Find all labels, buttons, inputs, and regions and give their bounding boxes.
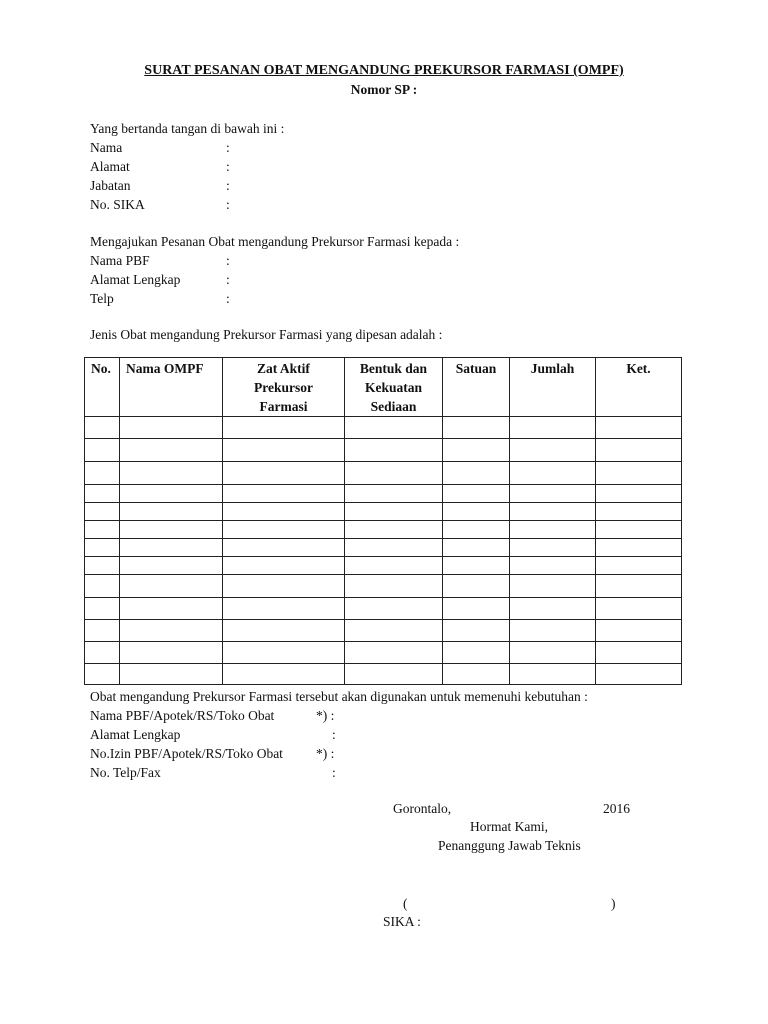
- order-table-row: [85, 539, 682, 557]
- order-table-cell: [345, 503, 443, 521]
- order-table-cell: [120, 539, 223, 557]
- order-table-cell: [223, 557, 345, 575]
- order-table-cell: [443, 503, 510, 521]
- order-table-cell: [345, 521, 443, 539]
- order-table-cell: [443, 462, 510, 485]
- order-table-cell: [596, 598, 682, 620]
- supplier-phone-label: Telp: [90, 291, 114, 306]
- order-table-cell: [443, 557, 510, 575]
- signatory-name-label: Nama: [90, 140, 123, 155]
- order-table-row: [85, 664, 682, 685]
- order-table-cell: [85, 462, 120, 485]
- col-header-nama-ompf: Nama OMPF: [120, 358, 223, 417]
- order-table-cell: [223, 462, 345, 485]
- order-table-cell: [596, 539, 682, 557]
- order-table-cell: [510, 620, 596, 642]
- order-table-cell: [223, 539, 345, 557]
- order-table-cell: [596, 557, 682, 575]
- order-table-cell: [120, 620, 223, 642]
- order-table-cell: [596, 620, 682, 642]
- order-table-row: [85, 462, 682, 485]
- supplier-name-label: Nama PBF: [90, 253, 150, 268]
- order-table-row: [85, 417, 682, 439]
- supplier-intro: Mengajukan Pesanan Obat mengandung Prekursor Farmasi kepada :: [90, 234, 460, 249]
- signatory-address-label: Alamat: [90, 159, 130, 174]
- order-table-row: [85, 598, 682, 620]
- order-table-cell: [443, 539, 510, 557]
- signature-role: Penanggung Jawab Teknis: [438, 838, 581, 853]
- usage-license-label: No.Izin PBF/Apotek/RS/Toko Obat: [90, 746, 283, 761]
- order-table-row: [85, 439, 682, 462]
- order-table-cell: [443, 485, 510, 503]
- signatory-name-colon: :: [226, 140, 230, 155]
- order-table-row: [85, 521, 682, 539]
- order-table-cell: [510, 439, 596, 462]
- order-table-cell: [510, 485, 596, 503]
- supplier-phone-colon: :: [226, 291, 230, 306]
- order-table-cell: [596, 575, 682, 598]
- order-table-cell: [596, 439, 682, 462]
- order-table-cell: [85, 598, 120, 620]
- order-table-row: [85, 575, 682, 598]
- order-table-cell: [443, 620, 510, 642]
- col-header-zat-aktif: Zat Aktif Prekursor Farmasi: [223, 358, 345, 417]
- order-table-cell: [223, 664, 345, 685]
- order-table-cell: [120, 439, 223, 462]
- order-table-cell: [510, 664, 596, 685]
- order-table-cell: [85, 417, 120, 439]
- order-table-cell: [596, 521, 682, 539]
- order-table-cell: [345, 620, 443, 642]
- order-table-cell: [596, 417, 682, 439]
- document-title: SURAT PESANAN OBAT MENGANDUNG PREKURSOR FARMASI (OMPF): [144, 63, 624, 78]
- order-table-cell: [223, 575, 345, 598]
- order-table-row: [85, 557, 682, 575]
- usage-license-mark: *) :: [316, 746, 335, 761]
- order-table-cell: [345, 664, 443, 685]
- order-table-cell: [345, 642, 443, 664]
- order-table-cell: [596, 642, 682, 664]
- order-table-cell: [85, 575, 120, 598]
- order-table-cell: [510, 598, 596, 620]
- order-table: [84, 357, 682, 685]
- order-table-cell: [345, 439, 443, 462]
- order-table-cell: [510, 521, 596, 539]
- usage-facility-name-label: Nama PBF/Apotek/RS/Toko Obat: [90, 708, 275, 723]
- order-number-label: Nomor SP :: [350, 82, 418, 97]
- order-table-cell: [345, 417, 443, 439]
- usage-facility-name-mark: *) :: [316, 708, 335, 723]
- supplier-address-colon: :: [226, 272, 230, 287]
- order-table-cell: [510, 417, 596, 439]
- signature-place: Gorontalo,: [393, 801, 452, 816]
- order-table-cell: [223, 503, 345, 521]
- order-table-cell: [85, 642, 120, 664]
- order-table-cell: [510, 557, 596, 575]
- signature-open-paren: (: [403, 896, 408, 911]
- signatory-sika-label: No. SIKA: [90, 197, 145, 212]
- order-table-cell: [443, 439, 510, 462]
- order-table-cell: [596, 503, 682, 521]
- order-table-cell: [345, 557, 443, 575]
- signatory-position-label: Jabatan: [90, 178, 131, 193]
- signature-closing: Hormat Kami,: [470, 819, 548, 834]
- order-table-cell: [510, 503, 596, 521]
- order-table-cell: [223, 485, 345, 503]
- order-table-cell: [510, 575, 596, 598]
- order-table-cell: [223, 439, 345, 462]
- col-header-no: No.: [85, 358, 120, 417]
- order-table-cell: [345, 575, 443, 598]
- col-header-bentuk-kekuatan: Bentuk dan Kekuatan Sediaan: [345, 358, 443, 417]
- order-table-cell: [223, 521, 345, 539]
- signatory-position-colon: :: [226, 178, 230, 193]
- order-table-cell: [120, 485, 223, 503]
- order-table-cell: [596, 485, 682, 503]
- order-table-cell: [510, 642, 596, 664]
- order-table-cell: [596, 462, 682, 485]
- signature-close-paren: ): [611, 896, 616, 911]
- order-table-cell: [345, 539, 443, 557]
- order-table-cell: [85, 539, 120, 557]
- signatory-sika-colon: :: [226, 197, 230, 212]
- order-table-cell: [85, 503, 120, 521]
- order-table-cell: [120, 575, 223, 598]
- order-table-cell: [85, 485, 120, 503]
- order-table-cell: [85, 620, 120, 642]
- signatory-intro: Yang bertanda tangan di bawah ini :: [90, 121, 285, 136]
- signature-year: 2016: [603, 801, 630, 816]
- usage-phone-mark: :: [332, 765, 336, 780]
- order-table-cell: [120, 503, 223, 521]
- order-table-cell: [510, 462, 596, 485]
- order-table-row: [85, 503, 682, 521]
- order-table-cell: [223, 642, 345, 664]
- order-table-cell: [223, 598, 345, 620]
- order-table-cell: [120, 664, 223, 685]
- order-table-cell: [443, 575, 510, 598]
- order-table-cell: [345, 462, 443, 485]
- order-table-cell: [443, 664, 510, 685]
- order-table-cell: [120, 598, 223, 620]
- col-header-ket: Ket.: [596, 358, 682, 417]
- order-table-cell: [120, 462, 223, 485]
- order-table-cell: [120, 557, 223, 575]
- order-table-cell: [596, 664, 682, 685]
- signatory-address-colon: :: [226, 159, 230, 174]
- usage-address-mark: :: [332, 727, 336, 742]
- order-table-cell: [120, 417, 223, 439]
- order-table-cell: [120, 642, 223, 664]
- order-table-header: [85, 358, 682, 417]
- order-table-cell: [345, 598, 443, 620]
- supplier-name-colon: :: [226, 253, 230, 268]
- order-table-cell: [345, 485, 443, 503]
- order-table-row: [85, 485, 682, 503]
- order-table-cell: [443, 598, 510, 620]
- order-table-cell: [443, 521, 510, 539]
- usage-address-label: Alamat Lengkap: [90, 727, 181, 742]
- order-table-cell: [443, 417, 510, 439]
- usage-intro: Obat mengandung Prekursor Farmasi tersebut akan digunakan untuk memenuhi kebutuhan :: [90, 689, 588, 704]
- order-table-cell: [443, 642, 510, 664]
- order-intro: Jenis Obat mengandung Prekursor Farmasi yang dipesan adalah :: [90, 327, 443, 342]
- order-table-cell: [223, 620, 345, 642]
- col-header-satuan: Satuan: [443, 358, 510, 417]
- order-table-row: [85, 642, 682, 664]
- col-header-jumlah: Jumlah: [510, 358, 596, 417]
- order-table-row: [85, 620, 682, 642]
- order-table-cell: [510, 539, 596, 557]
- order-table-cell: [85, 557, 120, 575]
- signature-sika: SIKA :: [383, 914, 421, 929]
- order-table-cell: [85, 521, 120, 539]
- order-table-cell: [120, 521, 223, 539]
- order-table-cell: [223, 417, 345, 439]
- order-table-cell: [85, 664, 120, 685]
- usage-phone-label: No. Telp/Fax: [90, 765, 161, 780]
- order-table-cell: [85, 439, 120, 462]
- supplier-address-label: Alamat Lengkap: [90, 272, 181, 287]
